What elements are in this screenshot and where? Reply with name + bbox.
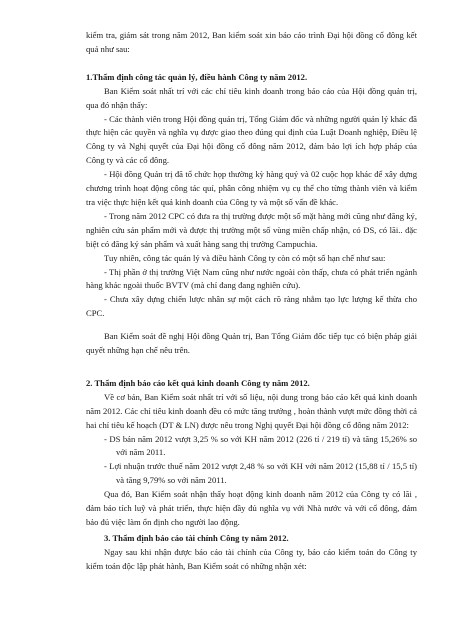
intro-paragraph: kiểm tra, giám sát trong năm 2012, Ban kiểm soát xin báo cáo trình Đại hội đồng cổ đông kết quả như sau: — [86, 30, 417, 54]
section-2-bullet: - Lợi nhuận trước thuế năm 2012 vượt 2,48 % so với KH với năm 2012 (15,88 tỉ / 15,5 tỉ) và tăng 9,79% so với năm 2011. — [104, 461, 417, 486]
section-3-paragraph: Ngay sau khi nhận được báo cáo tài chính của Công ty, báo cáo kiểm toán do Công ty kiểm toán độc lập phát hành, Ban Kiểm soát có những nhận xét: — [86, 546, 417, 571]
section-2-bullet: - DS bán năm 2012 vượt 3,25 % so với KH năm 2012 (226 tỉ / 219 tỉ) và tăng 15,26% so với năm 2011. — [104, 433, 417, 458]
section-1-paragraph: - Các thành viên trong Hội đồng quản trị, Tổng Giám đốc và những người quản lý khác đã thực hiện các quyền và nghĩa vụ được giao theo đúng qui định của Luật Doanh nghiệp, Điều lệ Công ty và Nghị quyết của Đại hội đồng cổ đông năm 2012, đảm bảo lợi ích hợp pháp của Công ty và các cổ đông. — [86, 113, 417, 166]
section-1-paragraph: - Chưa xây dựng chiến lược nhân sự một cách rõ ràng nhằm tạo lực lượng kế thừa cho CPC. — [86, 294, 417, 319]
section-2-heading: 2. Thẩm định báo cáo kết quả kinh doanh Công ty năm 2012. — [86, 377, 310, 388]
section-1-heading: 1.Thẩm định công tác quản lý, điều hành Công ty năm 2012. — [86, 71, 308, 82]
section-1-paragraph: - Thị phần ở thị trường Việt Nam cũng như nước ngoài còn thấp, chưa có phát triển ngành hàng khác ngoài thuốc BVTV (mà chỉ đang đang nghiên cứu). — [86, 266, 417, 291]
section-2-paragraph: Qua đó, Ban Kiểm soát nhận thấy hoạt động kinh doanh năm 2012 của Công ty có lãi , đảm bảo tích luỹ và phát triển, thực hiện đầy đủ nghĩa vụ với Nhà nước và với cổ đông, đảm bảo đủ việc làm ổn định cho người lao động. — [86, 489, 417, 527]
section-1-paragraph: Tuy nhiên, công tác quản lý và điều hành Công ty còn có một số hạn chế như sau: — [104, 252, 386, 263]
section-1-paragraph: - Hội đồng Quản trị đã tổ chức họp thường kỳ hàng quý và 02 cuộc họp khác để xây dựng chương trình hoạt động công tác quí, phân công nhiệm vụ cụ thể cho từng thành viên và kiểm tra việc thực hiện kết quả kinh doanh của Công ty và một số vấn đề khác. — [86, 169, 417, 207]
section-1-paragraph: - Trong năm 2012 CPC có đưa ra thị trường được một số mặt hàng mới cũng như đăng ký, nghiên cứu sản phẩm mới và được thị trường một số vùng miền chấp nhận, có DS, có lãi.. đặc biệt có đăng ký sản phẩm và xuất hàng sang thị trường Campuchia. — [86, 210, 417, 249]
section-3-heading: 3. Thẩm định báo cáo tài chính Công ty năm 2012. — [104, 532, 289, 543]
section-2-paragraph: Về cơ bản, Ban Kiểm soát nhất trí với số liệu, nội dung trong báo cáo kết quả kinh doanh năm 2012. Các chỉ tiêu kinh doanh đều có mức tăng trưởng , hoàn thành vượt mức đồng thời cả hai chỉ tiêu kế hoạch (DT & LN) được nêu trong Nghị quyết Đại hội đồng cổ đông năm 2012: — [86, 391, 417, 430]
section-1-paragraph: Ban Kiểm soát nhất trí với các chỉ tiêu kinh doanh trong báo cáo của Hội đồng quản trị, qua đó nhận thấy: — [86, 85, 417, 110]
section-1-paragraph: Ban Kiểm soát đề nghị Hội đồng Quản trị, Ban Tổng Giám đốc tiếp tục có biện pháp giải quyết những hạn chế nêu trên. — [86, 331, 417, 356]
